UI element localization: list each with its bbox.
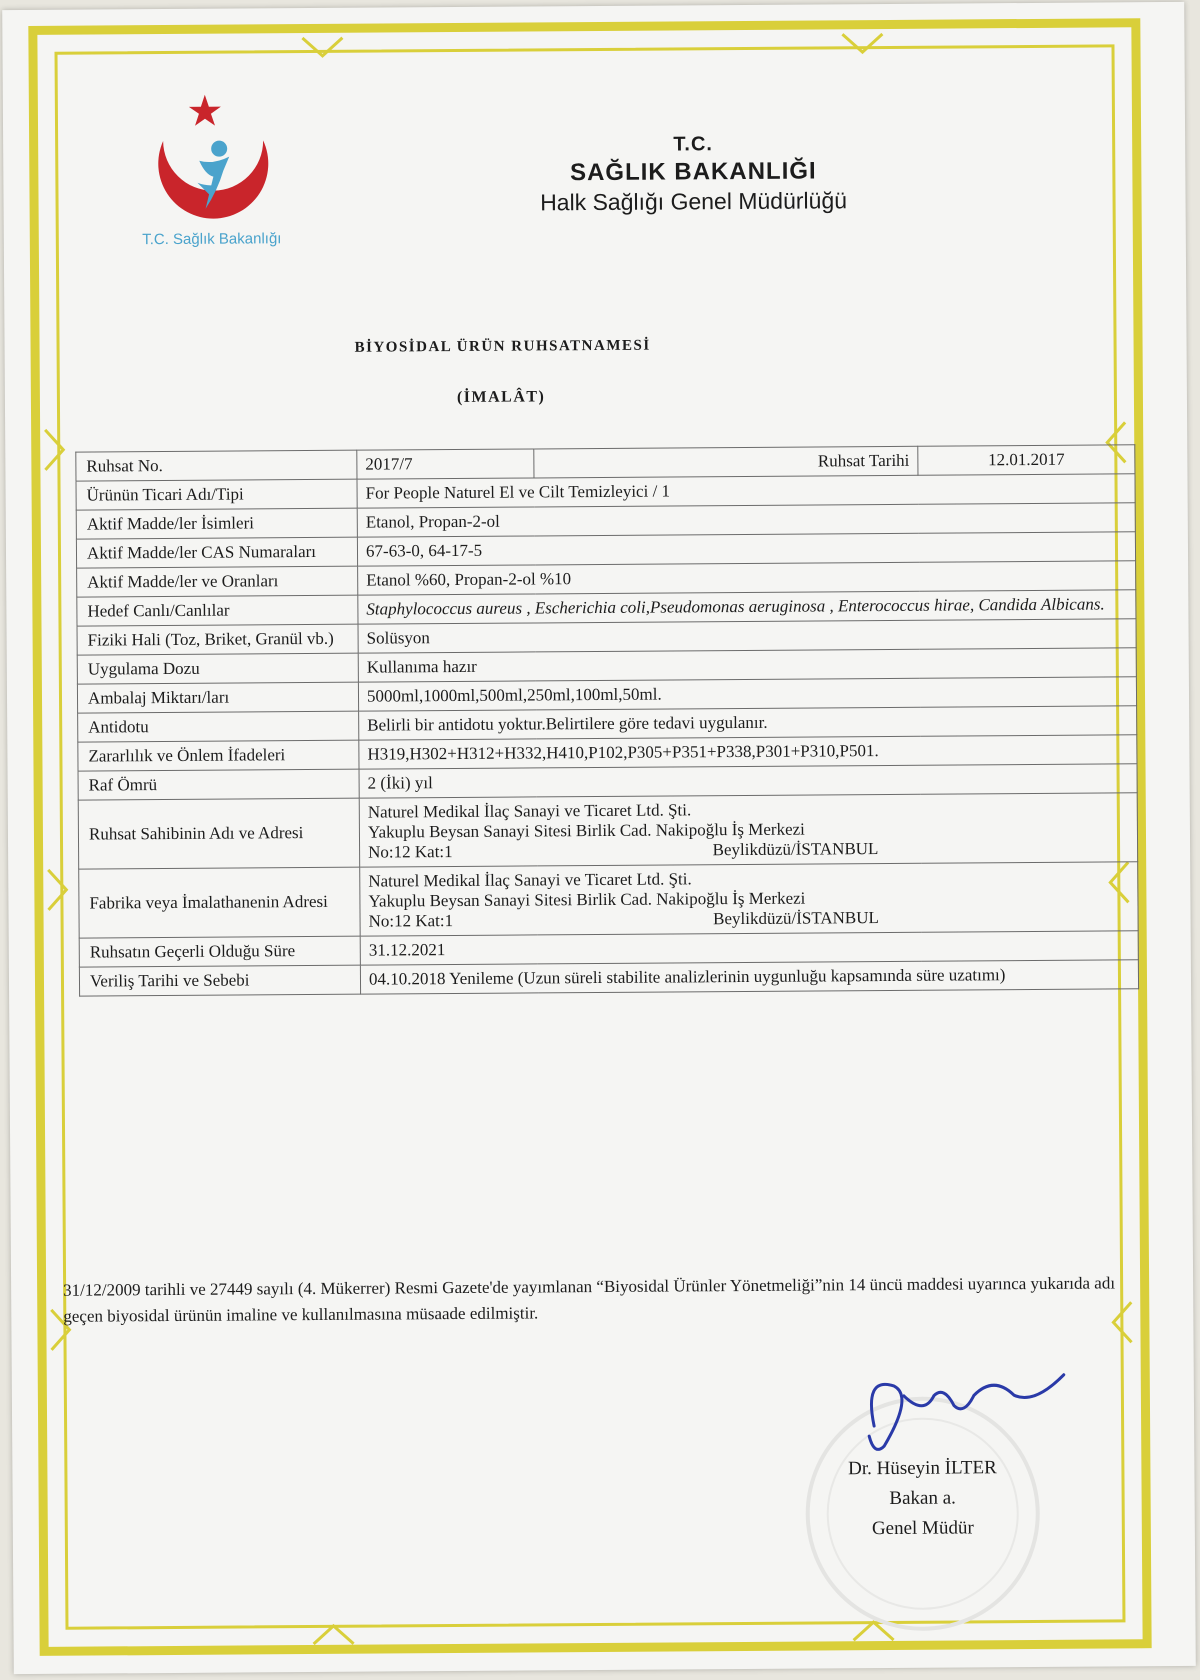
license-date-label: Ruhsat Tarihi	[534, 446, 918, 478]
license-no-label: Ruhsat No.	[76, 450, 357, 481]
ministry-name: SAĞLIK BAKANLIĞI	[569, 157, 817, 187]
row-value: 5000ml,1000ml,500ml,250ml,100ml,50ml.	[358, 677, 1136, 711]
country-name: T.C.	[673, 133, 714, 156]
signer-role: Bakan a.	[889, 1487, 956, 1509]
factory-street: Yakuplu Beysan Sanayi Sitesi Birlik Cad. Nakipoğlu İş Merkezi	[368, 888, 806, 911]
row-value: Etanol, Propan-2-ol	[357, 503, 1135, 537]
factory-building: No:12 Kat:1	[368, 911, 454, 931]
factory-company: Naturel Medikal İlaç Sanayi ve Ticaret Ltd. Şti.	[368, 869, 692, 891]
holder-building: No:12 Kat:1	[368, 842, 453, 862]
row-label: Antidotu	[78, 711, 359, 742]
signer-title: Genel Müdür	[871, 1517, 974, 1540]
signer-name: Dr. Hüseyin İLTER	[848, 1457, 997, 1480]
license-no-value: 2017/7	[357, 449, 534, 479]
row-label: Fiziki Hali (Toz, Briket, Granül vb.)	[77, 624, 358, 655]
license-date-value: 12.01.2017	[918, 445, 1135, 476]
legal-paragraph: 31/12/2009 tarihli ve 27449 sayılı (4. Mükerrer) Resmi Gazete'de yayımlanan “Biyosidal Ürünler Yönetmeliği”nin 14 üncü maddesi uyarınca yukarıda adı geçen biyosidal ürünün imaline ve kullanılmasına müsaade edilmiştir.	[63, 1273, 1116, 1326]
row-value: 67-63-0, 64-17-5	[357, 532, 1135, 566]
validity-value: 31.12.2021	[360, 931, 1138, 965]
row-label: Ürünün Ticari Adı/Tipi	[76, 479, 357, 510]
table-row	[79, 862, 1138, 938]
factory-city: Beylikdüzü/İSTANBUL	[713, 908, 879, 929]
issue-label: Veriliş Tarihi ve Sebebi	[79, 965, 360, 996]
signature-icon	[834, 1354, 1105, 1456]
row-value: Belirli bir antidotu yoktur.Belirtilere göre tedavi uygulanır.	[359, 706, 1137, 740]
factory-address	[360, 862, 1138, 936]
row-label: Aktif Madde/ler CAS Numaraları	[76, 537, 357, 568]
table-row	[78, 793, 1137, 869]
document-title: BİYOSİDAL ÜRÜN RUHSATNAMESİ	[354, 337, 651, 356]
holder-street: Yakuplu Beysan Sanayi Sitesi Birlik Cad. Nakipoğlu İş Merkezi	[367, 819, 805, 842]
row-value: Staphylococcus aureus , Escherichia coli,Pseudomonas aeruginosa , Enterococcus hirae, Candida Albicans.	[358, 590, 1136, 624]
department-name: Halk Sağlığı Genel Müdürlüğü	[540, 187, 848, 216]
holder-label: Ruhsat Sahibinin Adı ve Adresi	[78, 798, 359, 869]
validity-label: Ruhsatın Geçerli Olduğu Süre	[79, 936, 360, 967]
license-table	[75, 444, 1139, 996]
issue-value: 04.10.2018 Yenileme (Uzun süreli stabilite analizlerinin uygunluğu kapsamında süre uzatımı)	[360, 960, 1138, 994]
row-label: Aktif Madde/ler İsimleri	[76, 508, 357, 539]
row-label: Zararlılık ve Önlem İfadeleri	[78, 740, 359, 771]
holder-address	[359, 793, 1137, 867]
row-value: 2 (İki) yıl	[359, 764, 1137, 798]
row-value: Etanol %60, Propan-2-ol %10	[358, 561, 1136, 595]
ministry-header	[473, 132, 914, 217]
license-document	[2, 2, 1196, 1674]
row-value: For People Naturel El ve Cilt Temizleyici / 1	[357, 474, 1135, 508]
row-value: Kullanıma hazır	[358, 648, 1136, 682]
signer-block	[802, 1453, 1043, 1545]
factory-label: Fabrika veya İmalathanenin Adresi	[79, 867, 360, 938]
row-label: Raf Ömrü	[78, 769, 359, 800]
document-subtitle: (İMALÂT)	[456, 388, 546, 406]
holder-city: Beylikdüzü/İSTANBUL	[712, 839, 879, 860]
logo-caption: T.C. Sağlık Bakanlığı	[142, 230, 282, 249]
row-label: Aktif Madde/ler ve Oranları	[77, 566, 358, 597]
row-label: Ambalaj Miktarı/ları	[77, 682, 358, 713]
row-value: H319,H302+H312+H332,H410,P102,P305+P351+P338,P301+P310,P501.	[359, 735, 1137, 769]
row-value: Solüsyon	[358, 619, 1136, 653]
row-label: Uygulama Dozu	[77, 653, 358, 684]
holder-company: Naturel Medikal İlaç Sanayi ve Ticaret Ltd. Şti.	[367, 800, 692, 822]
row-label: Hedef Canlı/Canlılar	[77, 595, 358, 626]
